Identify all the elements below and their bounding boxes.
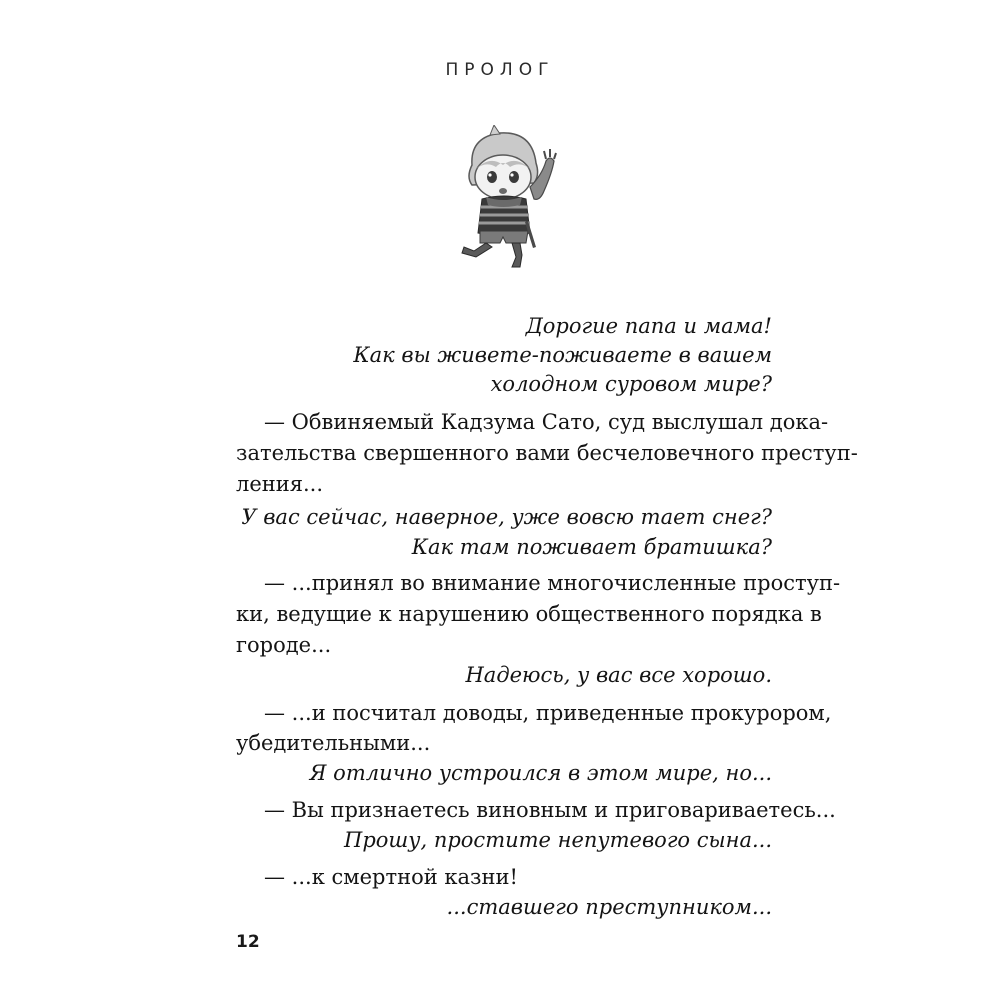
speech-line: убедительными...	[236, 731, 431, 755]
speech-line: — ...принял во внимание многочисленные проступ-	[264, 571, 841, 595]
speech-line: — ...и посчитал доводы, приведенные прокурором,	[264, 701, 832, 725]
letter-line: Дорогие папа и мама!	[525, 314, 772, 338]
letter-line: Я отлично устроился в этом мире, но...	[309, 761, 772, 785]
letter-line: Как вы живете-поживаете в вашем	[353, 343, 772, 367]
letter-line: холодном суровом мире?	[490, 372, 772, 396]
letter-line: У вас сейчас, наверное, уже вовсю тает снег?	[241, 505, 772, 529]
letter-line: Прошу, простите непутевого сына...	[344, 828, 772, 852]
speech-line: — ...к смертной казни!	[264, 865, 518, 889]
speech-line: городе...	[236, 633, 332, 657]
speech-line: зательства свершенного вами бесчеловечного преступ-	[236, 441, 858, 465]
speech-line: ления...	[236, 472, 324, 496]
letter-line: Как там поживает братишка?	[411, 535, 772, 559]
speech-line: ки, ведущие к нарушению общественного порядка в	[236, 602, 822, 626]
speech-line: — Обвиняемый Кадзума Сато, суд выслушал дока-	[264, 410, 829, 434]
speech-line: — Вы признаетесь виновным и приговариваетесь...	[264, 798, 836, 822]
page-number: 12	[236, 932, 260, 952]
letter-line: ...ставшего преступником...	[446, 895, 772, 919]
chibi-character-illustration-icon	[450, 125, 560, 270]
letter-line: Надеюсь, у вас все хорошо.	[465, 663, 772, 687]
chapter-title: ПРОЛОГ	[445, 60, 555, 80]
